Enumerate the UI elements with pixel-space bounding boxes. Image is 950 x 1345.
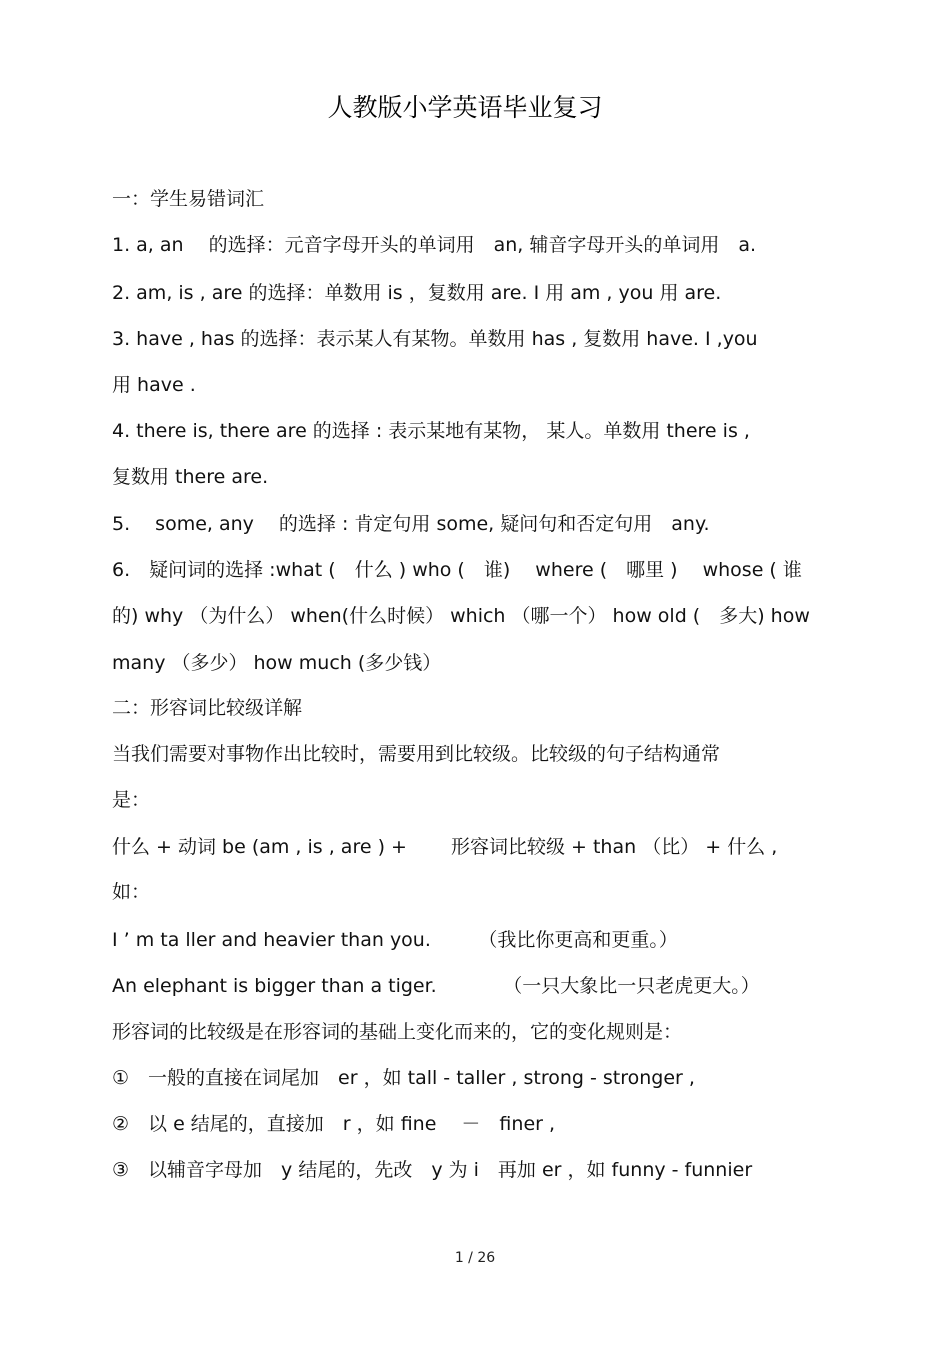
text-line: 是： [112,789,151,811]
text-line: 3. have , has 的选择：表示某人有某物。单数用 has , 复数用 have. I ,you [112,328,758,350]
rule-item: ① 一般的直接在词尾加 er ，如 tall - taller , strong - stronger , [112,1067,695,1089]
text-line: 5. some, any 的选择 : 肯定句用 some, 疑问句和否定句用 any. [112,513,710,535]
text-line: 4. there is, there are 的选择 : 表示某地有某物， 某人。单数用 there is , [112,420,750,442]
text-line: 1. a, an 的选择：元音字母开头的单词用 an, 辅音字母开头的单词用 a. [112,234,757,256]
text-line: 2. am, is , are 的选择：单数用 is ，复数用 are. I 用 am , you 用 are. [112,282,722,304]
example-sentence: An elephant is bigger than a tiger. （一只大象比一只老虎更大。） [112,975,760,997]
text-line: 复数用 there are. [112,466,269,488]
page-number: 1 / 26 [454,1250,496,1266]
rule-item: ② 以 e 结尾的，直接加 r ，如 fine － finer , [112,1113,556,1135]
text-line: 什么 + 动词 be (am , is , are ) + 形容词比较级 + than （比） + 什么 , [112,836,778,858]
example-sentence: I ’ m ta ller and heavier than you. （我比你更高和更重。） [112,929,678,951]
section-heading: 二：形容词比较级详解 [112,697,303,719]
text-line: 当我们需要对事物作出比较时，需要用到比较级。比较级的句子结构通常 [112,743,721,765]
page-title: 人教版小学英语毕业复习 [327,93,603,122]
text-line: 的) why （为什么） when(什么时候） which （哪一个） how old ( 多大) how [112,605,810,627]
section-heading: 一：学生易错词汇 [112,188,265,210]
text-line: 用 have . [112,374,196,396]
text-line: 形容词的比较级是在形容词的基础上变化而来的，它的变化规则是： [112,1021,683,1043]
rule-item: ③ 以辅音字母加 y 结尾的，先改 y 为 i 再加 er ，如 funny - funnier [112,1159,753,1181]
text-line: 如： [112,881,151,903]
text-line: many （多少） how much (多少钱） [112,652,442,674]
text-line: 6. 疑问词的选择 :what ( 什么 ) who ( 谁) where ( 哪里 ) whose ( 谁 [112,559,802,581]
